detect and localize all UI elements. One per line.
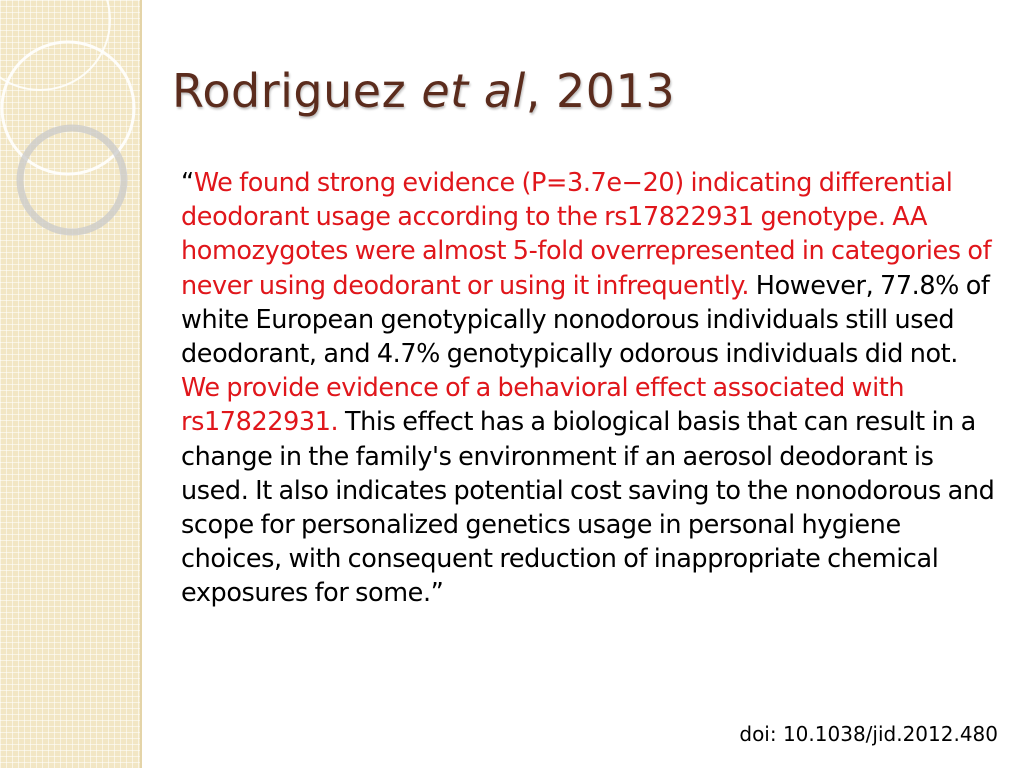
- quote-close-mark: ”: [430, 578, 444, 609]
- title-author: Rodriguez: [172, 64, 422, 118]
- doi-reference: doi: 10.1038/jid.2012.480: [739, 722, 998, 746]
- quote-segment-3: We provide evidence of a behavioral effect associated with rs17822931.: [181, 373, 905, 438]
- quote-paragraph: [181, 166, 996, 611]
- quote-open-mark: “: [181, 168, 194, 198]
- slide-title: [172, 64, 675, 118]
- decorative-rings: [0, 0, 150, 260]
- quote-segment-1: We found strong evidence (P=3.7e−20) indicating differential deodorant usage according to the rs17822931 genotype. AA homozygotes were almost 5-fold overrepresented in categories of never using deodorant or using it infrequently.: [181, 168, 992, 301]
- title-et-al: et al: [421, 64, 526, 118]
- ring-top: [0, 0, 110, 90]
- quote-segment-4: This effect has a biological basis that can result in a change in the family's environment if an aerosol deodorant is used. It also indicates potential cost saving to the nonodorous and scope for personalized genetics usage in personal hygiene choices, with consequent reduction of inappropriate chemical exposures for some.: [181, 407, 995, 609]
- ring-small: [20, 128, 124, 232]
- quote-segment-2: However, 77.8% of white European genotypically nonodorous individuals still used deodorant, and 4.7% genotypically odorous individuals did not.: [181, 270, 990, 370]
- title-year: , 2013: [525, 64, 676, 118]
